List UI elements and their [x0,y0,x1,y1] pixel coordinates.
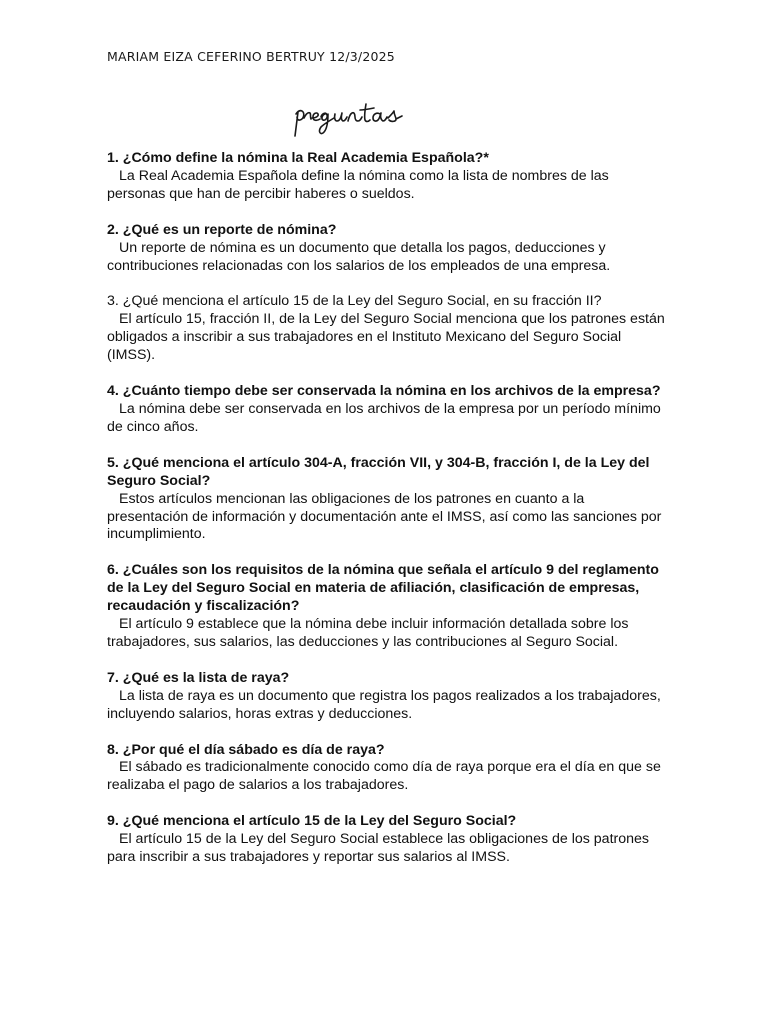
question-text: 8. ¿Por qué el día sábado es día de raya? [107,741,385,758]
question-item [107,222,667,276]
answer-text: La lista de raya es un documento que registra los pagos realizados a los trabajadores, incluyendo salarios, horas extras y deducciones. [107,687,661,722]
answer-text: La nómina debe ser conservada en los archivos de la empresa por un período mínimo de cinco años. [107,400,661,435]
question-text: 9. ¿Qué menciona el artículo 15 de la Ley del Seguro Social? [107,813,517,830]
answer-text: Estos artículos mencionan las obligaciones de los patrones en cuanto a la presentación de información y documentación ante el IMSS, así como las sanciones por incumplimiento. [107,490,662,543]
question-text: 7. ¿Qué es la lista de raya? [107,669,290,686]
question-item [107,742,667,796]
author-date-header: MARIAM EIZA CEFERINO BERTRUY 12/3/2025 [107,49,395,64]
question-item [107,813,667,867]
answer-text: El artículo 9 establece que la nómina debe incluir información detallada sobre los trabajadores, sus salarios, las deducciones y las contribuciones al Seguro Social. [107,616,629,650]
questions-list [107,150,667,885]
answer-text: El sábado es tradicionalmente conocido como día de raya porque era el día en que se realizaba el pago de salarios a los trabajadores. [107,759,661,794]
question-text: 4. ¿Cuánto tiempo debe ser conservada la nómina en los archivos de la empresa? [107,383,661,400]
question-text: 5. ¿Qué menciona el artículo 304-A, fracción VII, y 304-B, fracción I, de la Ley del Seguro Social? [107,454,650,489]
question-item [107,455,667,545]
question-item [107,562,667,652]
answer-text: El artículo 15, fracción II, de la Ley del Seguro Social menciona que los patrones están obligados a inscribir a sus trabajadores en el Instituto Mexicano del Seguro Social (IMSS). [107,311,665,364]
answer-text: La Real Academia Española define la nómina como la lista de nombres de las personas que han de percibir haberes o sueldos. [107,167,609,202]
question-text: 2. ¿Qué es un reporte de nómina? [107,221,337,238]
question-item [107,293,667,365]
question-item [107,670,667,724]
question-text: 1. ¿Cómo define la nómina la Real Academia Española?* [107,150,489,166]
question-text: 3. ¿Qué menciona el artículo 15 de la Ley del Seguro Social, en su fracción II? [107,293,602,310]
question-text: 6. ¿Cuáles son los requisitos de la nómina que señala el artículo 9 del reglamento de la Ley del Seguro Social en materia de afiliación, clasificación de empresas, recaudación y fiscalización? [107,562,659,615]
question-item [107,150,667,204]
answer-text: Un reporte de nómina es un documento que detalla los pagos, deducciones y contribuciones relacionadas con los salarios de los empleados de una empresa. [107,239,611,274]
question-item [107,383,667,437]
answer-text: El artículo 15 de la Ley del Seguro Social establece las obligaciones de los patrones para inscribir a sus trabajadores y reportar sus salarios al IMSS. [107,831,650,866]
script-title-preguntas [290,96,450,142]
